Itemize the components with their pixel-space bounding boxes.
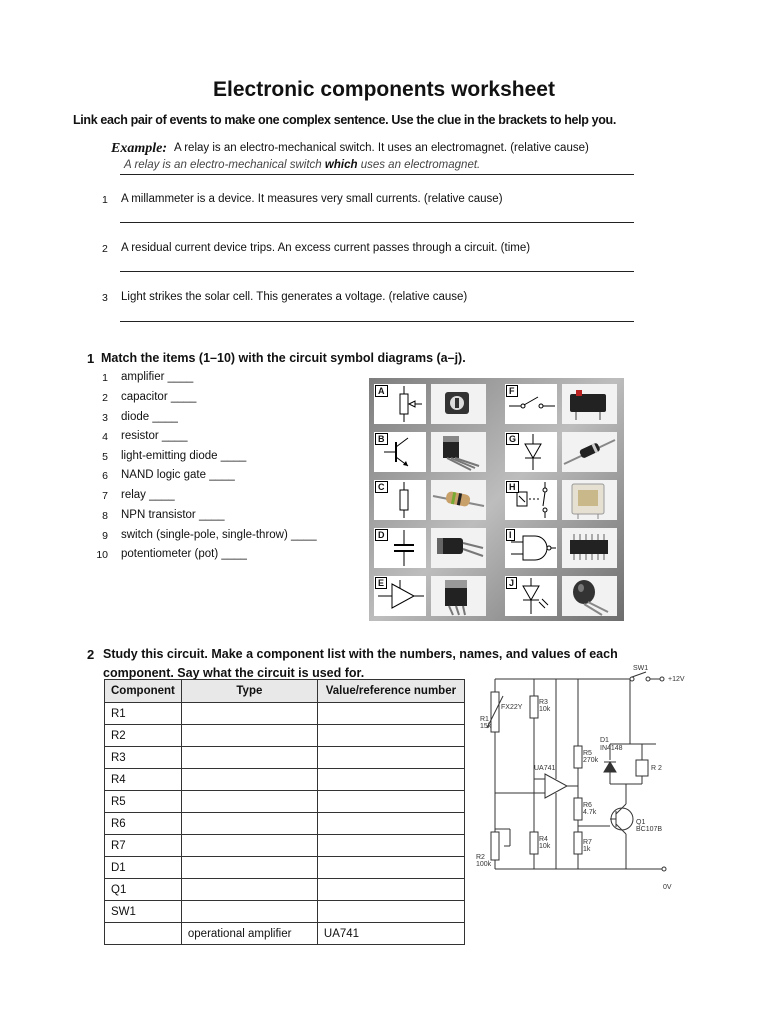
- sentence-text: A residual current device trips. An excess current passes through a circuit. (time): [121, 242, 531, 254]
- example-label: Example:: [111, 141, 167, 156]
- grid-label: D: [375, 529, 388, 541]
- switch-photo-icon: [562, 384, 617, 424]
- table-cell[interactable]: [181, 879, 317, 901]
- section-1-number: 1: [87, 351, 95, 366]
- circuit-label: UA741: [534, 765, 556, 772]
- table-cell: R1: [105, 703, 182, 725]
- capacitor-photo: [431, 528, 486, 568]
- column-header: Component: [105, 680, 182, 703]
- table-cell[interactable]: [317, 725, 464, 747]
- table-cell: UA741: [317, 923, 464, 945]
- item-number: 9: [102, 530, 108, 542]
- section-1-title: Match the items (1–10) with the circuit symbol diagrams (a–j).: [101, 351, 466, 365]
- table-cell[interactable]: [105, 923, 182, 945]
- section-2-title-line1: Study this circuit. Make a component list with the numbers, names, and values of each: [103, 647, 618, 661]
- table-cell: operational amplifier: [181, 923, 317, 945]
- switch-photo: [562, 384, 617, 424]
- section-2-number: 2: [87, 647, 95, 662]
- circuit-label: 100k: [476, 861, 492, 868]
- grid-label: G: [506, 433, 519, 445]
- item-number: 10: [96, 549, 108, 561]
- grid-label: E: [375, 577, 387, 589]
- transistor-photo-icon: [431, 432, 486, 472]
- item-number: 1: [102, 372, 108, 384]
- example-answer-keyword: which: [324, 159, 358, 171]
- symbol-b-transistor[interactable]: [374, 432, 426, 472]
- table-cell: D1: [105, 857, 182, 879]
- relay-photo: [562, 480, 617, 520]
- example-answer: [124, 159, 480, 171]
- table-cell: SW1: [105, 901, 182, 923]
- table-cell[interactable]: [181, 857, 317, 879]
- example-answer-line: [120, 174, 634, 175]
- sentence-text: A millammeter is a device. It measures very small currents. (relative cause): [121, 193, 503, 205]
- table-cell: R7: [105, 835, 182, 857]
- item-number: 2: [102, 392, 108, 404]
- diode-photo-icon: [562, 432, 617, 472]
- circuit-label: +12V: [668, 676, 685, 683]
- circuit-label: SW1: [633, 665, 649, 672]
- table-cell: Q1: [105, 879, 182, 901]
- circuit-label: R5: [583, 750, 592, 757]
- grid-label: C: [375, 481, 388, 493]
- answer-line-3[interactable]: [120, 321, 634, 322]
- instruction-text: Link each pair of events to make one complex sentence. Use the clue in the brackets to help you.: [73, 113, 616, 127]
- circuit-label: IN4148: [600, 745, 623, 752]
- amplifier-photo-icon: [431, 576, 486, 616]
- page-title: Electronic components worksheet: [213, 78, 555, 101]
- column-header: Value/reference number: [317, 680, 464, 703]
- circuit-label: 15k: [480, 723, 492, 730]
- nand-gate-photo: [562, 528, 617, 568]
- table-cell[interactable]: [181, 791, 317, 813]
- table-row: [105, 901, 465, 923]
- circuit-label: R1: [480, 716, 489, 723]
- table-cell[interactable]: [317, 879, 464, 901]
- column-header: Type: [181, 680, 317, 703]
- item-text: capacitor ____: [121, 391, 197, 403]
- grid-label: B: [375, 433, 388, 445]
- sentence-number: 3: [102, 292, 108, 304]
- example-text: A relay is an electro-mechanical switch. It uses an electromagnet. (relative cause): [174, 142, 589, 154]
- table-row: [105, 703, 465, 725]
- table-row: [105, 857, 465, 879]
- diode-photo: [562, 432, 617, 472]
- resistor-photo: [431, 480, 486, 520]
- circuit-label: R4: [539, 836, 548, 843]
- potentiometer-photo: [431, 384, 486, 424]
- item-number: 8: [102, 510, 108, 522]
- item-text: light-emitting diode ____: [121, 450, 247, 462]
- item-text: resistor ____: [121, 430, 188, 442]
- circuit-label: 10k: [539, 843, 551, 850]
- table-cell[interactable]: [181, 901, 317, 923]
- table-cell[interactable]: [317, 857, 464, 879]
- symbol-d-capacitor[interactable]: [374, 528, 426, 568]
- table-cell[interactable]: [317, 901, 464, 923]
- item-number: 7: [102, 490, 108, 502]
- symbol-a-potentiometer[interactable]: [374, 384, 426, 424]
- section-2-title-line2: component. Say what the circuit is used for.: [103, 666, 365, 680]
- item-text: amplifier ____: [121, 371, 194, 383]
- circuit-label: BC107B: [636, 826, 663, 833]
- table-cell[interactable]: [181, 769, 317, 791]
- capacitor-photo-icon: [431, 528, 486, 568]
- table-cell[interactable]: [181, 813, 317, 835]
- circuit-label: R3: [539, 699, 548, 706]
- item-text: switch (single-pole, single-throw) ____: [121, 529, 317, 541]
- table-row: [105, 813, 465, 835]
- symbol-g-diode[interactable]: [505, 432, 557, 472]
- item-text: relay ____: [121, 489, 175, 501]
- circuit-label: FX22Y: [501, 704, 523, 711]
- circuit-label: R6: [583, 802, 592, 809]
- table-row: [105, 769, 465, 791]
- item-text: NPN transistor ____: [121, 509, 225, 521]
- table-cell[interactable]: [181, 725, 317, 747]
- circuit-label: 2: [658, 765, 662, 772]
- table-header-row: [105, 680, 465, 703]
- led-photo: [562, 576, 617, 616]
- item-number: 4: [102, 431, 108, 443]
- item-text: diode ____: [121, 411, 178, 423]
- item-text: NAND logic gate ____: [121, 469, 235, 481]
- relay-photo-icon: [562, 480, 617, 520]
- resistor-photo-icon: [431, 480, 486, 520]
- circuit-diagram: [470, 664, 710, 894]
- table-cell: R5: [105, 791, 182, 813]
- table-cell[interactable]: [181, 703, 317, 725]
- circuit-label: 0V: [663, 884, 672, 891]
- table-row: [105, 923, 465, 945]
- table-cell[interactable]: [181, 747, 317, 769]
- table-row: [105, 879, 465, 901]
- ic-chip-photo-icon: [562, 528, 617, 568]
- sentence-number: 2: [102, 243, 108, 255]
- table-cell[interactable]: [317, 791, 464, 813]
- circuit-label: Q1: [636, 819, 646, 826]
- circuit-label: 4.7k: [583, 809, 597, 816]
- table-cell: R3: [105, 747, 182, 769]
- table-cell: R2: [105, 725, 182, 747]
- grid-label: I: [506, 529, 515, 541]
- example-answer-start: A relay is an electro-mechanical switch: [124, 159, 325, 171]
- table-cell: R6: [105, 813, 182, 835]
- sentence-number: 1: [102, 194, 108, 206]
- symbol-e-amplifier[interactable]: [374, 576, 426, 616]
- table-cell[interactable]: [181, 835, 317, 857]
- item-number: 6: [102, 470, 108, 482]
- potentiometer-photo-icon: [431, 384, 486, 424]
- led-photo-icon: [562, 576, 617, 616]
- circuit-label: 1k: [583, 846, 591, 853]
- sentence-text: Light strikes the solar cell. This generates a voltage. (relative cause): [121, 291, 468, 303]
- circuit-label: 10k: [539, 706, 551, 713]
- item-number: 5: [102, 451, 108, 463]
- table-row: [105, 791, 465, 813]
- circuit-label: R2: [476, 854, 485, 861]
- component-table: [104, 679, 465, 945]
- component-symbol-grid: [369, 378, 624, 621]
- transistor-photo: [431, 432, 486, 472]
- table-row: [105, 835, 465, 857]
- item-number: 3: [102, 412, 108, 424]
- item-text: potentiometer (pot) ____: [121, 548, 247, 560]
- circuit-label: R7: [583, 839, 592, 846]
- symbol-h-relay[interactable]: [505, 480, 557, 520]
- table-cell[interactable]: [317, 769, 464, 791]
- table-cell: R4: [105, 769, 182, 791]
- table-row: [105, 725, 465, 747]
- answer-line-2[interactable]: [120, 271, 634, 272]
- grid-label: F: [506, 385, 518, 397]
- circuit-label: D1: [600, 737, 609, 744]
- table-cell[interactable]: [317, 813, 464, 835]
- table-row: [105, 747, 465, 769]
- answer-line-1[interactable]: [120, 222, 634, 223]
- symbol-i-nand-gate[interactable]: [505, 528, 557, 568]
- symbol-f-switch[interactable]: [505, 384, 557, 424]
- grid-label: J: [506, 577, 517, 589]
- grid-label: H: [506, 481, 519, 493]
- symbol-c-resistor[interactable]: [374, 480, 426, 520]
- example-answer-end: uses an electromagnet.: [357, 159, 481, 171]
- amplifier-photo: [431, 576, 486, 616]
- table-cell[interactable]: [317, 703, 464, 725]
- grid-label: A: [375, 385, 388, 397]
- symbol-j-led[interactable]: [505, 576, 557, 616]
- table-cell[interactable]: [317, 835, 464, 857]
- circuit-label: R: [651, 765, 657, 772]
- circuit-label: 270k: [583, 757, 599, 764]
- table-cell[interactable]: [317, 747, 464, 769]
